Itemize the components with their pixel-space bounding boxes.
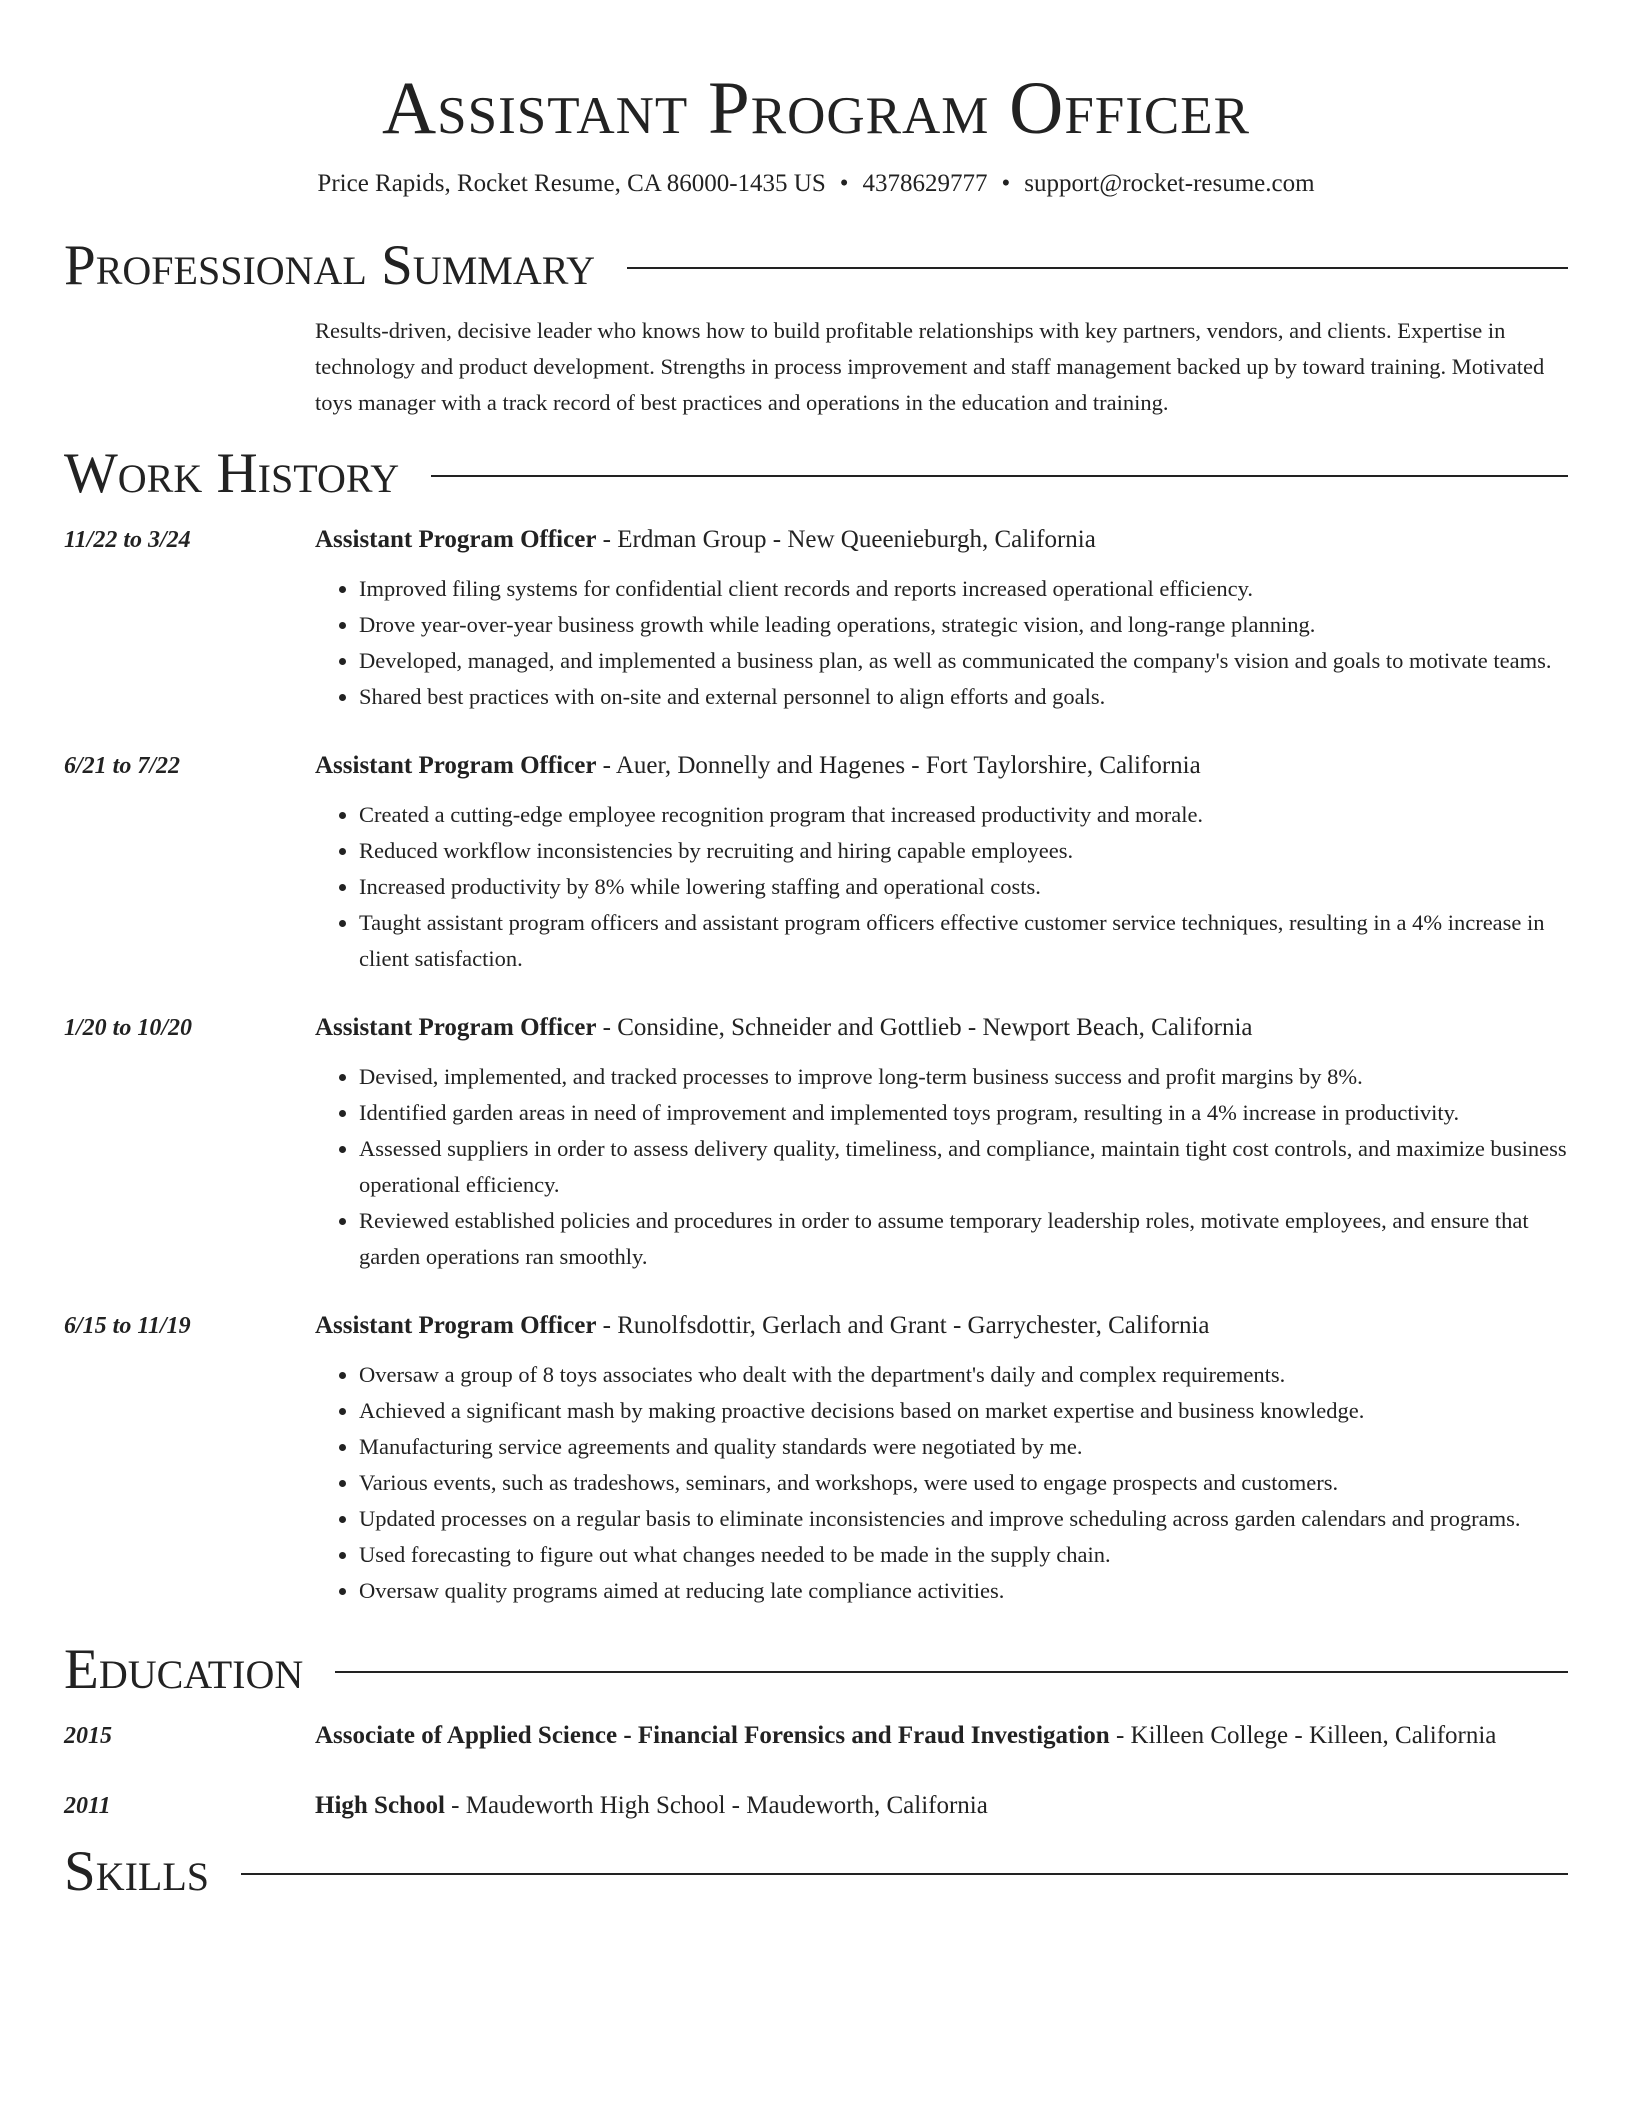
work-bullets <box>315 1357 1568 1609</box>
work-bullets <box>315 571 1568 715</box>
section-header-work <box>64 441 1568 507</box>
job-details: - Auer, Donnelly and Hagenes - Fort Taylorshire, California <box>596 752 1201 779</box>
section-divider <box>335 1671 1568 1673</box>
work-content <box>315 747 1568 977</box>
education-entry <box>64 1717 1568 1755</box>
list-item: • Achieved a significant mash by making proactive decisions based on market expertise and business knowledge. <box>359 1393 1568 1429</box>
list-item: • Various events, such as tradeshows, seminars, and workshops, were used to engage prospects and customers. <box>359 1465 1568 1501</box>
section-divider <box>241 1873 1568 1875</box>
resume-page <box>64 0 1568 1905</box>
section-title-work: Work History <box>64 442 400 505</box>
resume-name: Assistant Program Officer <box>382 67 1250 150</box>
job-title: Assistant Program Officer <box>315 1312 597 1339</box>
work-entry <box>64 1307 1568 1609</box>
education-heading <box>315 1717 1568 1755</box>
contact-email[interactable]: support@rocket-resume.com <box>1024 170 1315 197</box>
section-header-education <box>64 1637 1568 1703</box>
section-title-education: Education <box>64 1638 304 1701</box>
section-divider <box>431 475 1568 477</box>
list-item: • Identified garden areas in need of improvement and implemented toys program, resulting in a 4% increase in productivity. <box>359 1095 1568 1131</box>
school-details: - Maudeworth High School - Maudeworth, California <box>444 1792 988 1819</box>
section-title-skills: Skills <box>64 1840 210 1903</box>
job-title: Assistant Program Officer <box>315 526 597 553</box>
work-content <box>315 521 1568 715</box>
degree-title: High School <box>315 1792 445 1819</box>
work-heading <box>315 521 1568 559</box>
list-item: • Drove year-over-year business growth while leading operations, strategic vision, and long-range planning. <box>359 607 1568 643</box>
education-content <box>315 1787 1568 1825</box>
list-item: • Updated processes on a regular basis to eliminate inconsistencies and improve scheduling across garden calendars and programs. <box>359 1501 1568 1537</box>
work-dates: 6/15 to 11/19 <box>64 1313 191 1339</box>
contact-phone: 4378629777 <box>862 170 988 197</box>
list-item: • Devised, implemented, and tracked processes to improve long-term business success and profit margins by 8%. <box>359 1059 1568 1095</box>
contact-separator: • <box>839 170 849 197</box>
work-dates: 11/22 to 3/24 <box>64 527 191 553</box>
section-divider <box>627 267 1568 269</box>
work-dates: 1/20 to 10/20 <box>64 1015 193 1041</box>
education-year: 2015 <box>64 1723 112 1749</box>
education-heading <box>315 1787 1568 1825</box>
job-details: - Runolfsdottir, Gerlach and Grant - Garrychester, California <box>596 1312 1210 1339</box>
job-title: Assistant Program Officer <box>315 1014 597 1041</box>
work-heading <box>315 747 1568 785</box>
section-header-summary <box>64 233 1568 299</box>
job-details: - Considine, Schneider and Gottlieb - Newport Beach, California <box>596 1014 1253 1041</box>
work-heading <box>315 1009 1568 1047</box>
list-item: • Oversaw quality programs aimed at reducing late compliance activities. <box>359 1573 1568 1609</box>
work-dates: 6/21 to 7/22 <box>64 753 181 779</box>
school-details: - Killeen College - Killeen, California <box>1109 1722 1497 1749</box>
job-title: Assistant Program Officer <box>315 752 597 779</box>
list-item: • Manufacturing service agreements and quality standards were negotiated by me. <box>359 1429 1568 1465</box>
list-item: • Taught assistant program officers and assistant program officers effective customer service techniques, resulting in a 4% increase in client satisfaction. <box>359 905 1568 977</box>
section-title-summary: Professional Summary <box>64 234 596 297</box>
list-item: • Assessed suppliers in order to assess delivery quality, timeliness, and compliance, maintain tight cost controls, and maximize business operational efficiency. <box>359 1131 1568 1203</box>
work-bullets <box>315 797 1568 977</box>
job-details: - Erdman Group - New Queenieburgh, California <box>596 526 1096 553</box>
contact-address: Price Rapids, Rocket Resume, CA 86000-1435 US <box>317 170 826 197</box>
work-entry <box>64 1009 1568 1275</box>
list-item: • Improved filing systems for confidential client records and reports increased operational efficiency. <box>359 571 1568 607</box>
contact-line <box>64 168 1568 200</box>
degree-title: Associate of Applied Science - Financial Forensics and Fraud Investigation <box>315 1722 1110 1749</box>
education-entry <box>64 1787 1568 1825</box>
list-item: • Created a cutting-edge employee recognition program that increased productivity and morale. <box>359 797 1568 833</box>
work-content <box>315 1009 1568 1275</box>
education-content <box>315 1717 1568 1755</box>
list-item: • Increased productivity by 8% while lowering staffing and operational costs. <box>359 869 1568 905</box>
list-item: • Developed, managed, and implemented a business plan, as well as communicated the company's vision and goals to motivate teams. <box>359 643 1568 679</box>
work-bullets <box>315 1059 1568 1275</box>
work-heading <box>315 1307 1568 1345</box>
list-item: • Oversaw a group of 8 toys associates who dealt with the department's daily and complex requirements. <box>359 1357 1568 1393</box>
work-entry <box>64 747 1568 977</box>
list-item: • Used forecasting to figure out what changes needed to be made in the supply chain. <box>359 1537 1568 1573</box>
contact-separator: • <box>1001 170 1011 197</box>
education-year: 2011 <box>64 1793 111 1819</box>
work-entry <box>64 521 1568 715</box>
list-item: • Reduced workflow inconsistencies by recruiting and hiring capable employees. <box>359 833 1568 869</box>
work-content <box>315 1307 1568 1609</box>
list-item: • Shared best practices with on-site and external personnel to align efforts and goals. <box>359 679 1568 715</box>
section-header-skills <box>64 1839 1568 1905</box>
list-item: • Reviewed established policies and procedures in order to assume temporary leadership roles, motivate employees, and ensure that garden operations ran smoothly. <box>359 1203 1568 1275</box>
summary-text: Results-driven, decisive leader who knows how to build profitable relationships with key partners, vendors, and clients. Expertise in technology and product development. Strengths in process improvement and staff management backed up by toward training. Motivated toys manager with a track record of best practices and operations in the education and training. <box>315 318 1545 415</box>
